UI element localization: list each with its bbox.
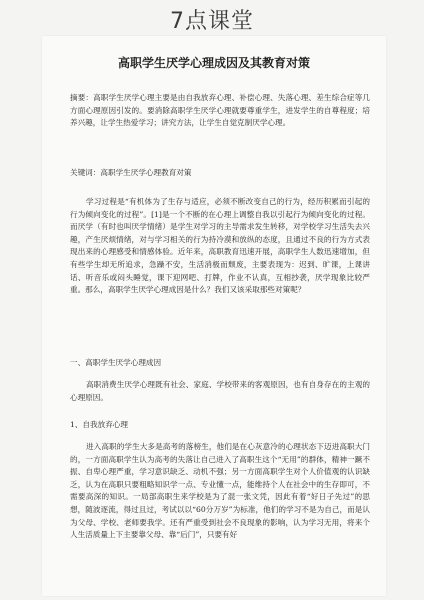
body-paragraph: 高职消费生厌学心理既有社会、家庭、学校带来的客观原因，也有自身存在的主观的心理原因。 [70,380,370,402]
site-brand: 7点课堂 [170,9,254,34]
body-paragraph: 学习过程是“有机体为了生存与适应，必须不断改变自己的行为，经历积累而引起的行为倾向变化的过程”。[1]是一个不断的在心理上调整自我以引起行为倾向变化的过程。而厌学（有时也叫厌学情绪）是学生对学习的主导需求发生转移，对学校学习生活失去兴趣，产生厌烦情绪，对与学习相关的行为持冷漠和放纵的态度，且通过不良的行为方式表现出来的心理感受和情感体验。近年来，高职教育迅速开展，高职学生人数迅速增加，但有些学生却无所追求，急躁不安，生活消极而颓废，主要表现为：迟到、旷课，上课讲话、听音乐或闷头睡觉，课下迎网吧、打牌，作业不认真，互相抄袭，厌学现象比较严重。那么，高职学生厌学心理成因是什么？我们又该采取那些对策呢？ [70,197,370,295]
section-heading: 一、高职学生厌学心理成因 [70,358,162,367]
keywords-line: 关键词：高职学生厌学心理教育对策 [70,168,192,177]
document-title: 高职学生厌学心理成因及其教育对策 [117,56,310,70]
abstract-paragraph: 摘要：高职学生厌学心理主要是由自我放弃心理、补偿心理、失落心理、差生综合症等几方面心理原因引发的。要消除高职学生厌学心理就要尊重学生，进发学生的自尊程度；培养兴趣，让学生热爱学习；讲究方法，让学生自觉克制厌学心理。 [70,93,370,128]
body-paragraph: 进入高职的学生大多是高考的落榜生，他们是在心灰意冷的心理状态下迈进高职大门的，一方面高职学生认为高考的失落让自己进入了高职生这个“无用”的群体，精神一蹶不振、自卑心理严重，学习意识缺乏、动机不强；另一方面高职学生对个人价值观的认识缺乏，认为在高职只要粗略知识学一点、专业懂一点，能维持个人在社会中的生存即可，不需要高深的知识。一局部高职生来学校是为了混一张文凭，因此有着“好日子先过”的思想，随波逐流，得过且过，考试以以“60分万岁”为标准，他们的学习不是为自己，而是认为父母、学校、老师要我学。还有严重受到社会不良现象的影响，认为学习无用，将来个人生活质量上下主要靠父母、靠“后门”，只要有好 [70,442,370,540]
document-page [42,36,386,596]
subsection-heading: 1、自我放弃心理 [70,420,128,429]
